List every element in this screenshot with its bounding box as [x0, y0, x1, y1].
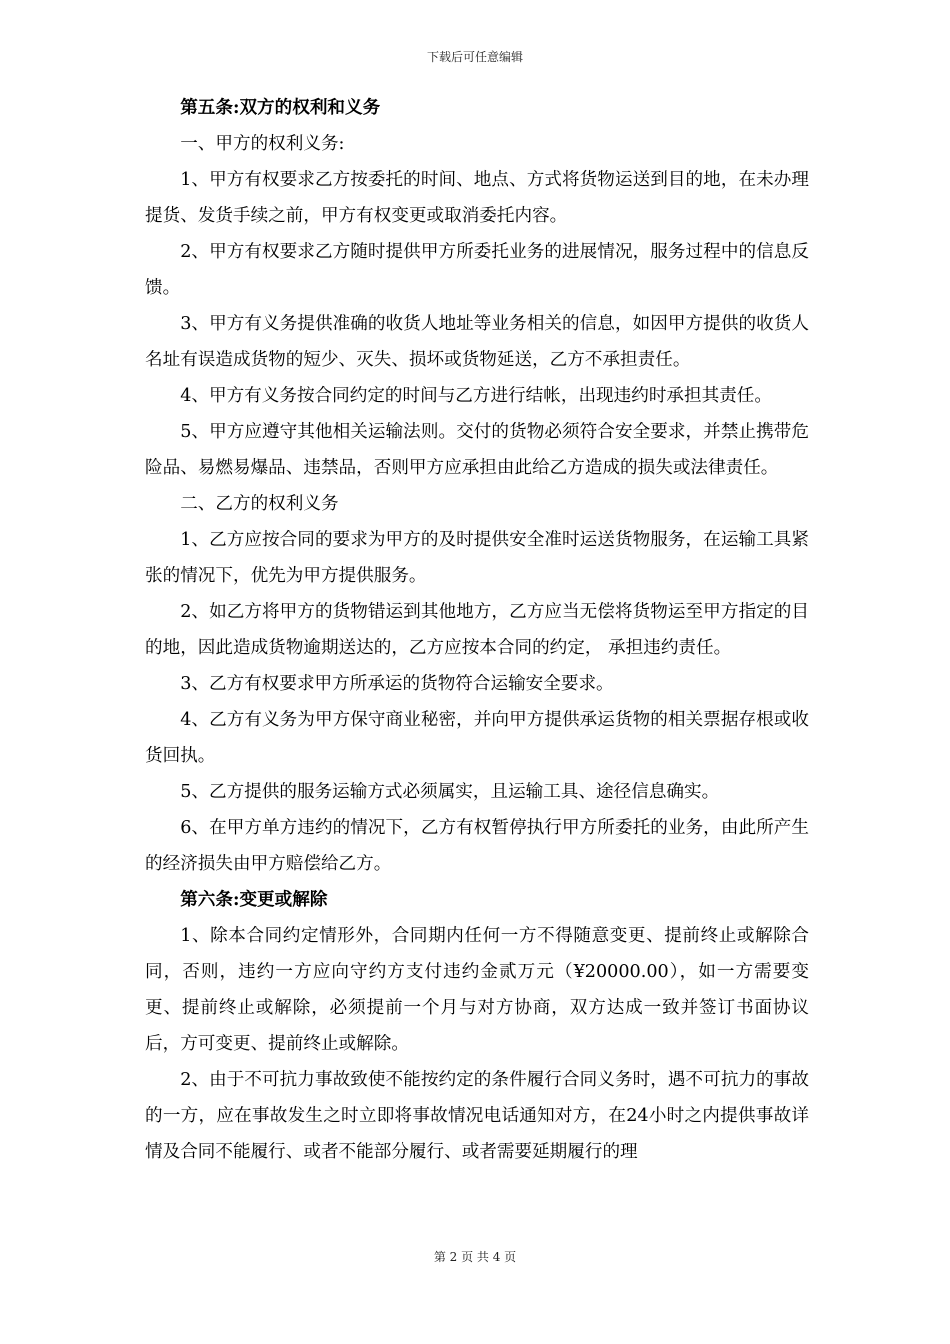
subsection-heading: 一、甲方的权利义务:: [180, 134, 345, 154]
page-header: 下载后可任意编辑: [426, 50, 523, 64]
paragraph: 6、在甲方单方违约的情况下，乙方有权暂停执行甲方所委托的业务，由此所产生的经济损失由甲方赔偿给乙方。: [145, 818, 809, 874]
paragraph: 4、乙方有义务为甲方保守商业秘密，并向甲方提供承运货物的相关票据存根或收货回执。: [145, 710, 809, 766]
document-body: [145, 90, 809, 1170]
paragraph: 2、甲方有权要求乙方随时提供甲方所委托业务的进展情况，服务过程中的信息反馈。: [145, 242, 809, 298]
paragraph: 1、乙方应按合同的要求为甲方的及时提供安全准时运送货物服务，在运输工具紧张的情况下，优先为甲方提供服务。: [145, 530, 809, 586]
paragraph: 2、如乙方将甲方的货物错运到其他地方，乙方应当无偿将货物运至甲方指定的目的地，因此造成货物逾期送达的，乙方应按本合同的约定， 承担违约责任。: [145, 602, 809, 658]
paragraph: 3、甲方有义务提供准确的收货人地址等业务相关的信息，如因甲方提供的收货人名址有误造成货物的短少、灭失、损坏或货物延送，乙方不承担责任。: [145, 314, 809, 370]
paragraph: 1、除本合同约定情形外，合同期内任何一方不得随意变更、提前终止或解除合同，否则，违约一方应向守约方支付违约金贰万元（¥20000.00），如一方需要变更、提前终止或解除，必须提前一个月与对方协商，双方达成一致并签订书面协议后，方可变更、提前终止或解除。: [145, 926, 809, 1054]
section-heading-5: 第五条:双方的权利和义务: [180, 97, 381, 118]
page-footer: 第 2 页 共 4 页: [433, 1250, 517, 1264]
paragraph: 5、乙方提供的服务运输方式必须属实，且运输工具、途径信息确实。: [180, 782, 720, 802]
paragraph: 1、甲方有权要求乙方按委托的时间、地点、方式将货物运送到目的地，在未办理提货、发货手续之前，甲方有权变更或取消委托内容。: [145, 170, 809, 226]
paragraph: 3、乙方有权要求甲方所承运的货物符合运输安全要求。: [180, 674, 614, 694]
subsection-heading: 二、乙方的权利义务: [180, 494, 339, 514]
paragraph: 5、甲方应遵守其他相关运输法则。交付的货物必须符合安全要求，并禁止携带危险品、易燃易爆品、违禁品，否则甲方应承担由此给乙方造成的损失或法律责任。: [145, 422, 809, 478]
section-heading-6: 第六条:变更或解除: [180, 889, 328, 910]
paragraph: 2、由于不可抗力事故致使不能按约定的条件履行合同义务时，遇不可抗力的事故的一方，应在事故发生之时立即将事故情况电话通知对方，在24小时之内提供事故详情及合同不能履行、或者不能部分履行、或者需要延期履行的理: [145, 1070, 809, 1162]
paragraph: 4、甲方有义务按合同约定的时间与乙方进行结帐，出现违约时承担其责任。: [180, 386, 772, 406]
